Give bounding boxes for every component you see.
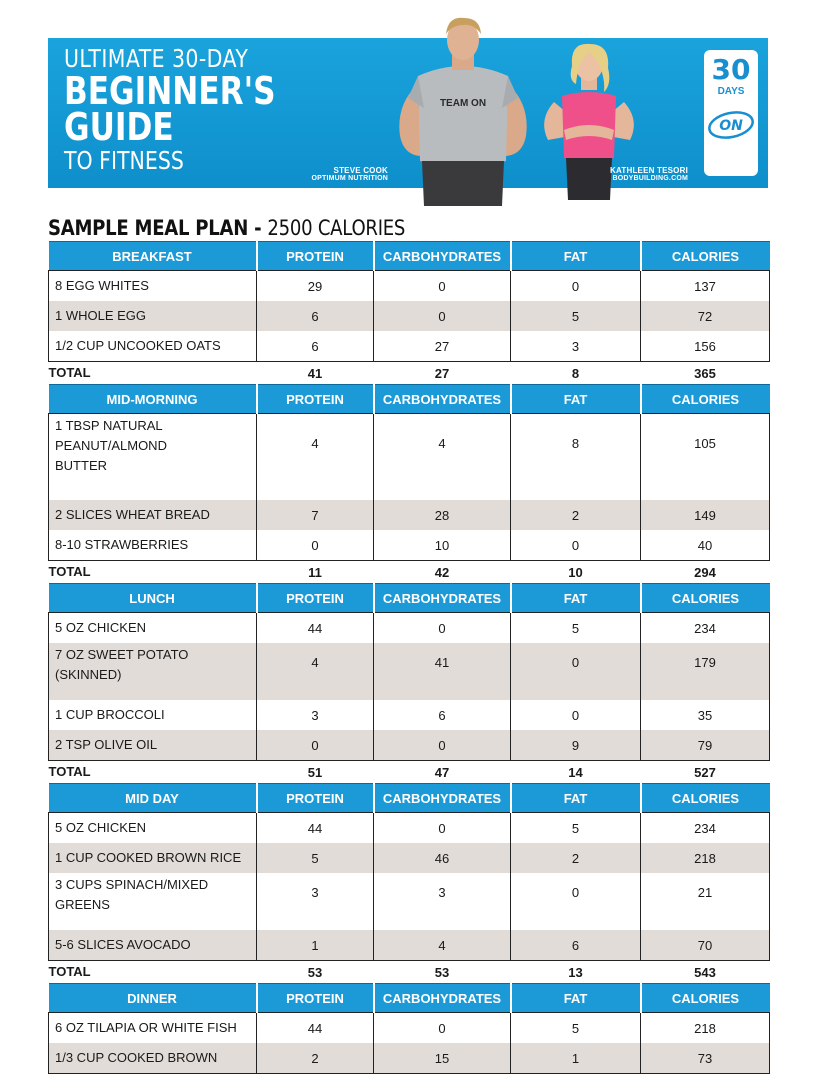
meal-plan-heading: SAMPLE MEAL PLAN -	[48, 216, 268, 240]
food-carbs: 0	[374, 301, 511, 331]
food-carbs: 41	[374, 643, 511, 700]
total-label: TOTAL	[49, 761, 257, 784]
food-row	[49, 930, 770, 961]
total-row	[49, 561, 770, 584]
food-calories: 218	[641, 843, 770, 873]
food-calories: 70	[641, 930, 770, 961]
food-calories: 21	[641, 873, 770, 930]
food-protein: 6	[257, 331, 374, 362]
food-carbs: 6	[374, 700, 511, 730]
food-row	[49, 700, 770, 730]
person2-caption	[568, 166, 688, 183]
food-fat: 6	[511, 930, 641, 961]
on-logo-icon	[708, 111, 754, 139]
calorie-target: 2500 CALORIES	[267, 216, 406, 240]
food-row	[49, 500, 770, 530]
food-calories: 35	[641, 700, 770, 730]
food-carbs: 3	[374, 873, 511, 930]
food-name: 5 OZ CHICKEN	[49, 813, 257, 844]
meal-header-row	[49, 242, 770, 271]
header-banner	[48, 38, 768, 188]
meal-header-row	[49, 584, 770, 613]
food-row	[49, 301, 770, 331]
food-fat: 5	[511, 1013, 641, 1044]
food-row	[49, 613, 770, 644]
total-calories: 527	[641, 761, 770, 784]
total-protein: 41	[257, 362, 374, 385]
food-carbs: 0	[374, 1013, 511, 1044]
food-fat: 3	[511, 331, 641, 362]
food-fat: 2	[511, 500, 641, 530]
food-calories: 73	[641, 1043, 770, 1074]
food-fat: 2	[511, 843, 641, 873]
food-fat: 0	[511, 271, 641, 302]
total-row	[49, 362, 770, 385]
total-carbs: 27	[374, 362, 511, 385]
meal-table-breakfast	[48, 241, 770, 384]
title-line-1: ULTIMATE 30-DAY	[64, 44, 249, 73]
person1-name: STEVE COOK	[333, 166, 388, 175]
badge-number: 30	[711, 53, 751, 86]
food-carbs: 0	[374, 813, 511, 844]
food-protein: 4	[257, 643, 374, 700]
title-line-2: BEGINNER'S	[64, 69, 276, 113]
column-header-protein: PROTEIN	[257, 242, 374, 271]
total-fat: 13	[511, 961, 641, 984]
food-name: 5-6 SLICES AVOCADO	[49, 930, 257, 961]
meal-name-header: LUNCH	[49, 584, 257, 613]
column-header-calories: CALORIES	[641, 584, 770, 613]
food-protein: 7	[257, 500, 374, 530]
food-protein: 29	[257, 271, 374, 302]
total-protein: 51	[257, 761, 374, 784]
food-fat: 0	[511, 643, 641, 700]
shirt-logo-text: TEAM ON	[439, 98, 487, 109]
food-name: 1 CUP BROCCOLI	[49, 700, 257, 730]
column-header-carbohydrates: CARBOHYDRATES	[374, 584, 511, 613]
column-header-fat: FAT	[511, 242, 641, 271]
food-carbs: 4	[374, 930, 511, 961]
food-calories: 79	[641, 730, 770, 761]
person1-caption	[278, 166, 388, 183]
total-calories: 543	[641, 961, 770, 984]
total-row	[49, 761, 770, 784]
total-label: TOTAL	[49, 961, 257, 984]
column-header-fat: FAT	[511, 385, 641, 414]
column-header-carbohydrates: CARBOHYDRATES	[374, 385, 511, 414]
food-name: 3 CUPS SPINACH/MIXED GREENS	[49, 873, 257, 930]
meal-table-mid-day	[48, 783, 770, 983]
column-header-protein: PROTEIN	[257, 584, 374, 613]
food-protein: 44	[257, 613, 374, 644]
food-calories: 218	[641, 1013, 770, 1044]
food-name: 8-10 STRAWBERRIES	[49, 530, 257, 561]
food-fat: 1	[511, 1043, 641, 1074]
food-fat: 0	[511, 700, 641, 730]
food-name: 8 EGG WHITES	[49, 271, 257, 302]
food-protein: 6	[257, 301, 374, 331]
meal-table-lunch	[48, 583, 770, 783]
food-calories: 72	[641, 301, 770, 331]
food-calories: 40	[641, 530, 770, 561]
food-name: 1/3 CUP COOKED BROWN	[49, 1043, 257, 1074]
meal-tables	[48, 241, 769, 1074]
person1-affiliation: OPTIMUM NUTRITION	[311, 175, 388, 183]
food-protein: 2	[257, 1043, 374, 1074]
food-protein: 44	[257, 813, 374, 844]
food-carbs: 0	[374, 730, 511, 761]
food-row	[49, 730, 770, 761]
total-carbs: 53	[374, 961, 511, 984]
total-label: TOTAL	[49, 561, 257, 584]
food-row	[49, 1013, 770, 1044]
column-header-protein: PROTEIN	[257, 784, 374, 813]
food-row	[49, 643, 770, 700]
food-fat: 0	[511, 530, 641, 561]
food-calories: 234	[641, 613, 770, 644]
person2-name: KATHLEEN TESORI	[610, 166, 688, 175]
food-fat: 5	[511, 813, 641, 844]
badge-label: DAYS	[717, 86, 745, 97]
food-carbs: 15	[374, 1043, 511, 1074]
food-calories: 156	[641, 331, 770, 362]
total-calories: 294	[641, 561, 770, 584]
thirty-days-badge	[704, 50, 758, 176]
column-header-carbohydrates: CARBOHYDRATES	[374, 784, 511, 813]
food-carbs: 27	[374, 331, 511, 362]
column-header-protein: PROTEIN	[257, 984, 374, 1013]
total-row	[49, 961, 770, 984]
food-carbs: 28	[374, 500, 511, 530]
column-header-carbohydrates: CARBOHYDRATES	[374, 242, 511, 271]
food-name: 5 OZ CHICKEN	[49, 613, 257, 644]
food-name: 1/2 CUP UNCOOKED OATS	[49, 331, 257, 362]
food-protein: 3	[257, 700, 374, 730]
food-fat: 8	[511, 414, 641, 501]
food-protein: 4	[257, 414, 374, 501]
food-fat: 5	[511, 613, 641, 644]
person2-affiliation: BODYBUILDING.COM	[612, 175, 688, 183]
meal-table-dinner	[48, 983, 770, 1074]
food-protein: 0	[257, 530, 374, 561]
title-line-3: GUIDE	[64, 105, 174, 149]
meal-name-header: DINNER	[49, 984, 257, 1013]
food-row	[49, 530, 770, 561]
column-header-fat: FAT	[511, 784, 641, 813]
meal-header-row	[49, 784, 770, 813]
food-carbs: 4	[374, 414, 511, 501]
food-protein: 44	[257, 1013, 374, 1044]
food-name: 6 OZ TILAPIA OR WHITE FISH	[49, 1013, 257, 1044]
meal-table-mid-morning	[48, 384, 770, 583]
food-row	[49, 414, 770, 501]
column-header-fat: FAT	[511, 584, 641, 613]
total-fat: 14	[511, 761, 641, 784]
total-label: TOTAL	[49, 362, 257, 385]
logo-text: ON	[719, 118, 743, 134]
food-calories: 234	[641, 813, 770, 844]
food-protein: 0	[257, 730, 374, 761]
guide-title	[64, 46, 322, 173]
title-line-4: TO FITNESS	[64, 146, 184, 175]
meal-name-header: MID DAY	[49, 784, 257, 813]
column-header-fat: FAT	[511, 984, 641, 1013]
meal-name-header: MID-MORNING	[49, 385, 257, 414]
food-name: 1 WHOLE EGG	[49, 301, 257, 331]
column-header-calories: CALORIES	[641, 385, 770, 414]
food-row	[49, 1043, 770, 1074]
total-protein: 53	[257, 961, 374, 984]
food-fat: 0	[511, 873, 641, 930]
food-row	[49, 331, 770, 362]
column-header-protein: PROTEIN	[257, 385, 374, 414]
meal-plan-title	[48, 216, 405, 240]
food-name: 1 TBSP NATURAL PEANUT/ALMOND BUTTER	[49, 414, 257, 501]
food-calories: 179	[641, 643, 770, 700]
food-fat: 9	[511, 730, 641, 761]
food-protein: 5	[257, 843, 374, 873]
column-header-calories: CALORIES	[641, 242, 770, 271]
total-calories: 365	[641, 362, 770, 385]
food-row	[49, 843, 770, 873]
food-carbs: 10	[374, 530, 511, 561]
food-row	[49, 873, 770, 930]
total-carbs: 42	[374, 561, 511, 584]
food-name: 1 CUP COOKED BROWN RICE	[49, 843, 257, 873]
meal-name-header: BREAKFAST	[49, 242, 257, 271]
meal-header-row	[49, 385, 770, 414]
meal-header-row	[49, 984, 770, 1013]
food-fat: 5	[511, 301, 641, 331]
food-row	[49, 271, 770, 302]
food-calories: 149	[641, 500, 770, 530]
column-header-calories: CALORIES	[641, 784, 770, 813]
food-name: 2 SLICES WHEAT BREAD	[49, 500, 257, 530]
food-name: 7 OZ SWEET POTATO (SKINNED)	[49, 643, 257, 700]
food-protein: 3	[257, 873, 374, 930]
total-protein: 11	[257, 561, 374, 584]
column-header-carbohydrates: CARBOHYDRATES	[374, 984, 511, 1013]
food-carbs: 46	[374, 843, 511, 873]
food-carbs: 0	[374, 613, 511, 644]
total-fat: 10	[511, 561, 641, 584]
food-protein: 1	[257, 930, 374, 961]
food-name: 2 TSP OLIVE OIL	[49, 730, 257, 761]
food-calories: 105	[641, 414, 770, 501]
total-carbs: 47	[374, 761, 511, 784]
male-athlete-photo	[378, 16, 548, 206]
food-row	[49, 813, 770, 844]
total-fat: 8	[511, 362, 641, 385]
food-calories: 137	[641, 271, 770, 302]
food-carbs: 0	[374, 271, 511, 302]
column-header-calories: CALORIES	[641, 984, 770, 1013]
